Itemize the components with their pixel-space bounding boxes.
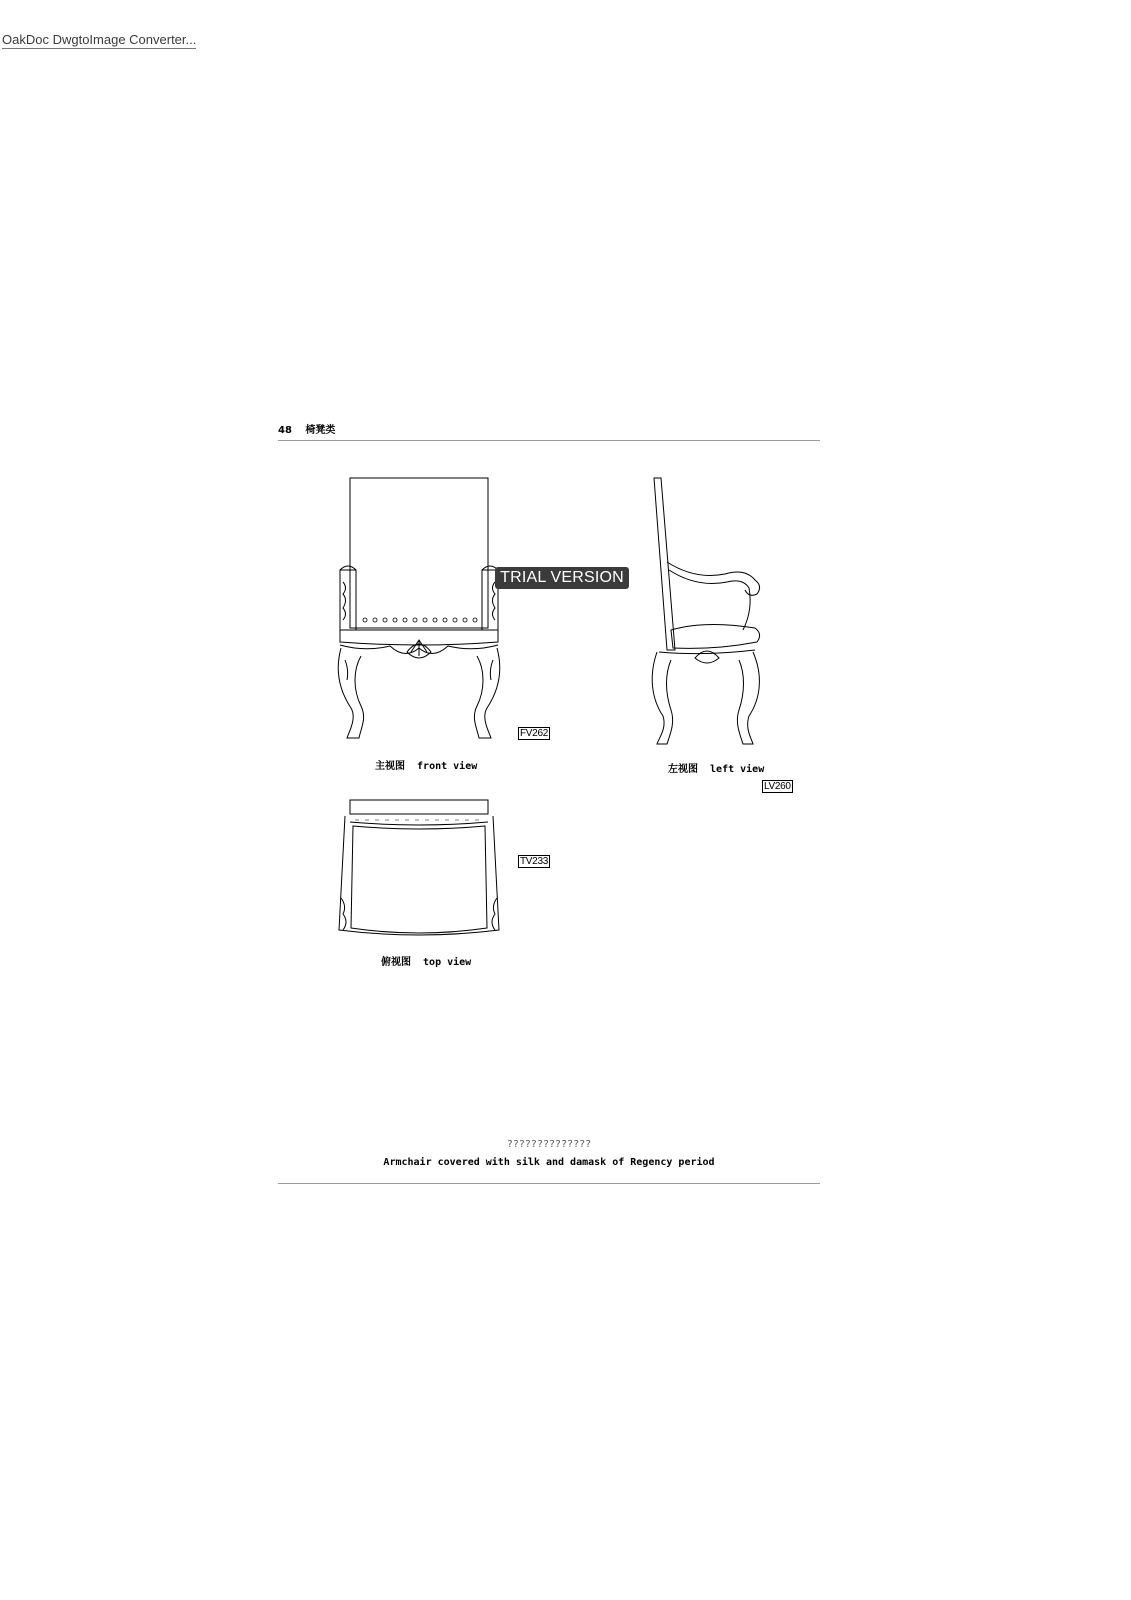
page-number: 48 [278, 425, 292, 436]
top-view-drawing [335, 798, 505, 948]
caption-chinese: ?????????????? [506, 1139, 592, 1150]
top-view-code: TV233 [520, 856, 548, 867]
trial-version-badge: TRIAL VERSION [495, 567, 629, 589]
left-view-drawing [645, 470, 775, 755]
top-view-label: 俯视图 top view [381, 957, 472, 968]
header-rule [278, 440, 820, 441]
caption-english: Armchair covered with silk and damask of Regency period [383, 1157, 715, 1168]
front-view-label: 主视图 front view [375, 761, 478, 772]
front-view-code: FV262 [520, 728, 548, 739]
converter-watermark-link[interactable]: OakDoc DwgtoImage Converter... [2, 32, 197, 47]
front-view-drawing [335, 470, 505, 750]
left-view-label: 左视图 left view [668, 764, 765, 775]
left-view-code: LV260 [764, 781, 791, 792]
page-header [278, 421, 345, 436]
footer-rule [278, 1183, 820, 1184]
section-title: 椅凳类 [305, 425, 336, 436]
